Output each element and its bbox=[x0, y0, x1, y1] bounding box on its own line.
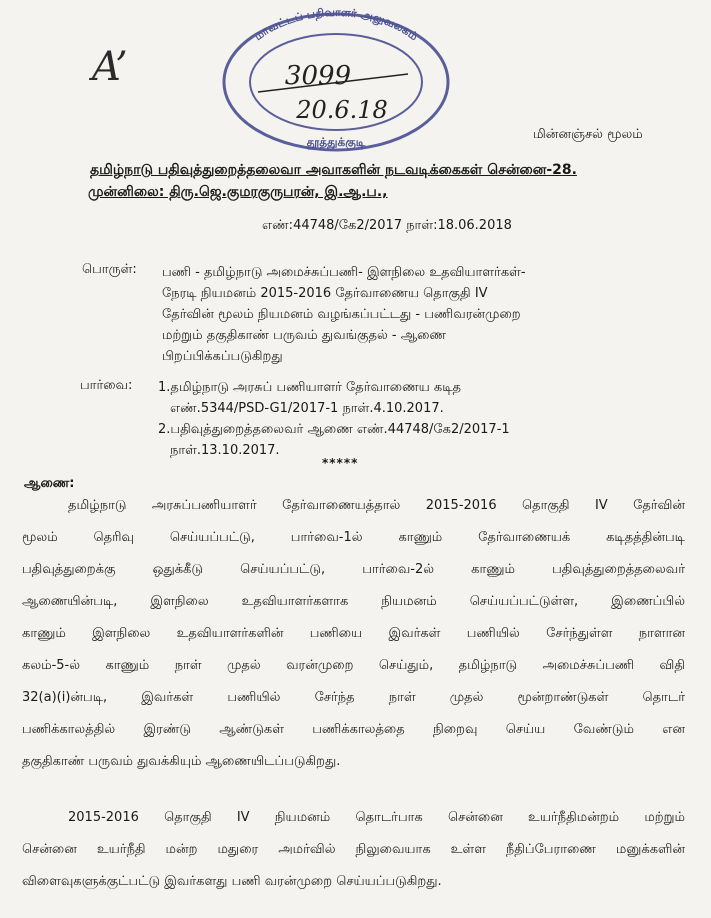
order-paragraph-line: பதிவுத்துறைக்கு ஒதுக்கீடு செய்யப்பட்டு, பார்வை-2ல் காணும் பதிவுத்துறைத்தலைவர் bbox=[22, 562, 685, 577]
reference-line: எண்.5344/PSD-G1/2017-1 நாள்.4.10.2017. bbox=[170, 401, 444, 416]
order-paragraph-line: காணும் இளநிலை உதவியாளர்களின் பணியை இவர்கள் பணியில் சேர்ந்துள்ள நாளான bbox=[22, 626, 685, 641]
order-paragraph-line: விளைவுகளுக்குட்பட்டு இவர்களது பணி வரன்முறை செய்யப்படுகிறது. bbox=[22, 874, 442, 889]
subject-text bbox=[162, 262, 572, 367]
stamp-graphic bbox=[218, 2, 454, 152]
subject-label: பொருள்: bbox=[82, 262, 137, 277]
order-paragraph-line: சென்னை உயர்நீதி மன்ற மதுரை அமர்வில் நிலுவையாக உள்ள நீதிப்பேராணை மனுக்களின் bbox=[22, 842, 685, 857]
order-paragraph-line: கலம்-5-ல் காணும் நாள் முதல் வரன்முறை செய்தும், தமிழ்நாடு அமைச்சுப்பணி விதி bbox=[22, 658, 685, 673]
subject-line: பிறப்பிக்கப்படுகிறது bbox=[162, 349, 283, 364]
order-paragraph-line: மூலம் தெரிவு செய்யப்பட்டு, பார்வை-1ல் காணும் தேர்வாணையக் கடிதத்தின்படி bbox=[22, 530, 685, 545]
svg-text:மாவட்டப் பதிவாளர் அலுவலகம் bbox=[252, 6, 420, 43]
order-paragraph-line: பணிக்காலத்தில் இரண்டு ஆண்டுகள் பணிக்காலத்தை நிறைவு செய்ய வேண்டும் என bbox=[22, 722, 685, 737]
reference-number: எண்:44748/கே2/2017 நாள்:18.06.2018 bbox=[262, 218, 512, 233]
reference-line: நாள்.13.10.2017. bbox=[170, 443, 280, 458]
order-paragraph-line: ஆணையின்படி, இளநிலை உதவியாளர்களாக நியமனம் செய்யப்பட்டுள்ள, இணைப்பில் bbox=[22, 594, 685, 609]
stamp-office-name: மாவட்டப் பதிவாளர் அலுவலகம் bbox=[251, 5, 421, 44]
order-paragraph-line: 32(a)(i)ன்படி, இவர்கள் பணியில் சேர்ந்த நாள் முதல் மூன்றாண்டுகள் தொடர் bbox=[22, 690, 685, 705]
stamp-inward-number: 3099 bbox=[284, 61, 352, 91]
office-stamp bbox=[218, 2, 454, 152]
subject-line: தேர்வின் மூலம் நியமனம் வழங்கப்பட்டது - பணிவரன்முறை bbox=[162, 307, 521, 322]
reference-line: 2.பதிவுத்துறைத்தலைவர் ஆணை எண்.44748/கே2/2017-1 bbox=[158, 422, 510, 437]
email-note: மின்னஞ்சல் மூலம் bbox=[533, 127, 643, 142]
stamp-place: தூத்துக்குடி bbox=[306, 135, 366, 149]
handwritten-mark: A’ bbox=[92, 44, 128, 90]
reference-line: 1.தமிழ்நாடு அரசுப் பணியாளர் தேர்வாணைய கடித bbox=[158, 380, 462, 395]
references-label: பார்வை: bbox=[80, 378, 133, 393]
order-paragraph-line: 2015-2016 தொகுதி IV நியமனம் தொடர்பாக சென்னை உயர்நீதிமன்றம் மற்றும் bbox=[68, 810, 685, 825]
order-paragraph-line: தகுதிகாண் பருவம் துவக்கியும் ஆணையிடப்படுகிறது. bbox=[22, 754, 341, 769]
order-paragraph-line: தமிழ்நாடு அரசுப்பணியாளர் தேர்வாணையத்தால் 2015-2016 தொகுதி IV தேர்வின் bbox=[68, 498, 685, 513]
separator: ***** bbox=[322, 456, 359, 470]
subject-line: பணி - தமிழ்நாடு அமைச்சுப்பணி- இளநிலை உதவியாளர்கள்- bbox=[162, 265, 526, 280]
subject-line: மற்றும் தகுதிகாண் பருவம் துவங்குதல் - ஆணை bbox=[162, 328, 446, 343]
references-text bbox=[158, 377, 558, 461]
presence-line: முன்னிலை: திரு.ஜெ.குமரகுருபரன், இ.ஆ.ப., bbox=[88, 184, 388, 200]
subject-line: நேரடி நியமனம் 2015-2016 தேர்வாணைய தொகுதி IV bbox=[162, 286, 488, 301]
order-label: ஆணை: bbox=[24, 476, 75, 491]
stamp-date: 20.6.18 bbox=[296, 96, 388, 124]
page-title: தமிழ்நாடு பதிவுத்துறைத்தலைவா அவாகளின் நடவடிக்கைகள் சென்னை-28. bbox=[90, 162, 577, 178]
